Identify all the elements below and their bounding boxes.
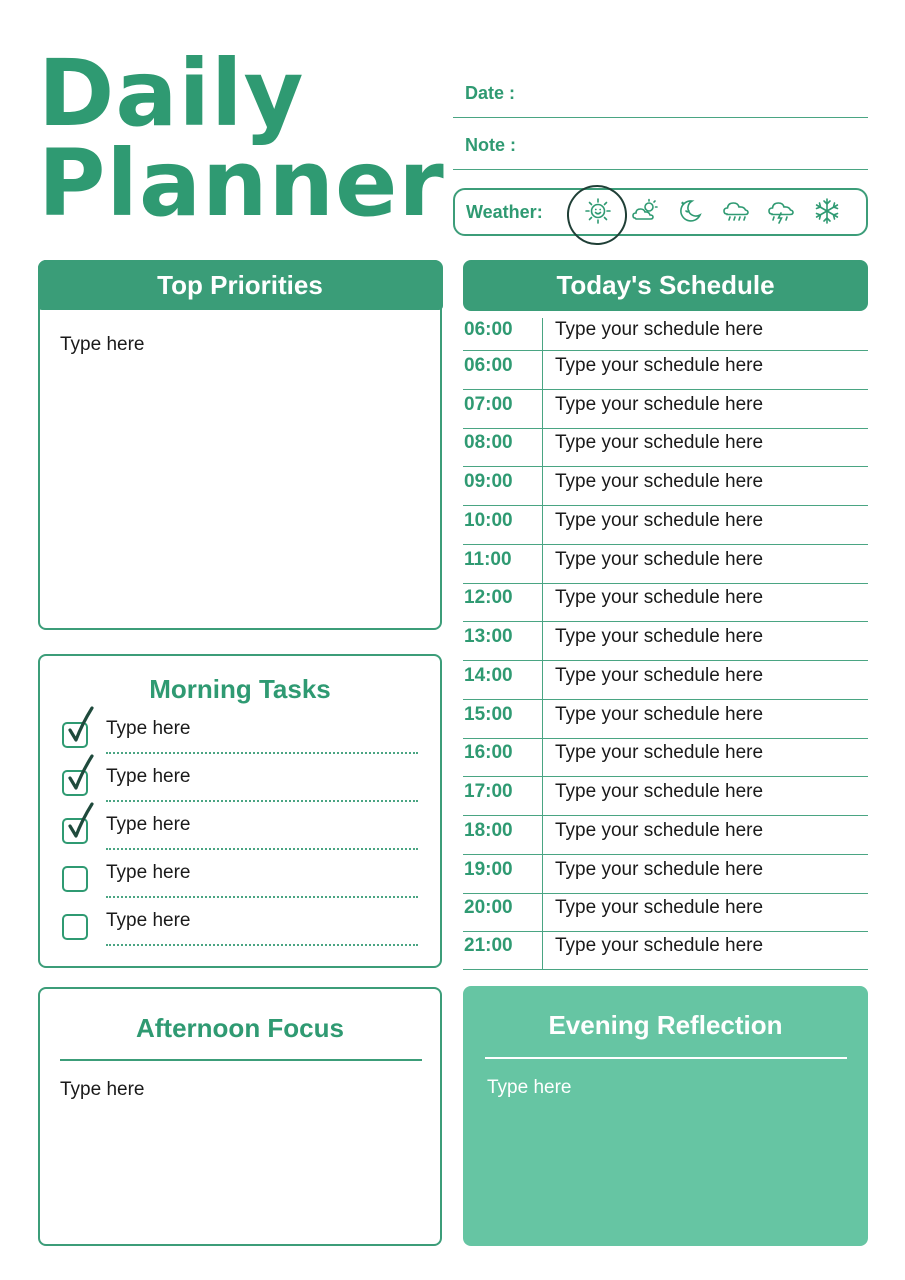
schedule-entry[interactable]: Type your schedule here — [555, 587, 764, 608]
weather-selector — [453, 188, 868, 236]
schedule-time: 21:00 — [464, 935, 513, 956]
morning-task-text[interactable]: Type here — [106, 718, 191, 739]
storm-cloud-icon[interactable] — [766, 196, 796, 226]
schedule-row — [463, 700, 868, 739]
schedule-row — [463, 622, 868, 661]
morning-task-item — [58, 902, 420, 950]
schedule-time: 17:00 — [464, 781, 513, 802]
date-field[interactable] — [453, 67, 868, 118]
morning-tasks-title: Morning Tasks — [149, 674, 331, 704]
schedule-time: 11:00 — [464, 549, 512, 570]
schedule-entry[interactable]: Type your schedule here — [555, 935, 764, 956]
task-dotted-line — [106, 800, 418, 802]
schedule-row — [463, 583, 868, 622]
schedule-time: 06:00 — [464, 355, 513, 376]
schedule-row — [463, 318, 868, 351]
schedule-entry[interactable]: Type your schedule here — [555, 704, 764, 725]
morning-task-item — [58, 854, 420, 902]
morning-task-item — [58, 806, 420, 854]
schedule-entry[interactable]: Type your schedule here — [555, 820, 764, 841]
snowflake-icon[interactable] — [812, 196, 842, 226]
schedule-row — [463, 428, 868, 467]
cloudy-sun-icon[interactable] — [630, 196, 660, 226]
sun-icon[interactable] — [583, 196, 613, 226]
schedule-entry[interactable]: Type your schedule here — [555, 859, 764, 880]
priorities-panel — [38, 260, 442, 630]
checkmark-icon — [62, 704, 96, 744]
schedule-time: 13:00 — [464, 626, 513, 647]
schedule-entry[interactable]: Type your schedule here — [555, 549, 764, 570]
schedule-time: 19:00 — [464, 859, 513, 880]
page-title-line1: Daily — [38, 40, 305, 147]
date-label: Date : — [465, 83, 516, 103]
schedule-time: 09:00 — [464, 471, 513, 492]
schedule-time: 08:00 — [464, 432, 513, 453]
schedule-entry[interactable]: Type your schedule here — [555, 742, 764, 763]
schedule-entry[interactable]: Type your schedule here — [555, 471, 764, 492]
schedule-row — [463, 816, 868, 855]
schedule-time: 20:00 — [464, 897, 513, 918]
schedule-entry[interactable]: Type your schedule here — [555, 897, 764, 918]
task-dotted-line — [106, 752, 418, 754]
schedule-time: 16:00 — [464, 742, 513, 763]
checkbox[interactable] — [62, 866, 88, 892]
schedule-entry[interactable]: Type your schedule here — [555, 510, 764, 531]
morning-task-text[interactable]: Type here — [106, 910, 191, 931]
schedule-entry[interactable]: Type your schedule here — [555, 665, 764, 686]
note-field[interactable] — [453, 119, 868, 170]
schedule-row — [463, 390, 868, 429]
schedule-time: 15:00 — [464, 704, 513, 725]
checkmark-icon — [62, 800, 96, 840]
schedule-row — [463, 855, 868, 894]
schedule-row — [463, 506, 868, 545]
rain-cloud-icon[interactable] — [721, 196, 751, 226]
note-label: Note : — [465, 135, 516, 155]
schedule-row — [463, 351, 868, 390]
schedule-entry[interactable]: Type your schedule here — [555, 781, 764, 802]
morning-task-text[interactable]: Type here — [106, 862, 191, 883]
weather-label: Weather: — [466, 202, 543, 222]
evening-reflection-title: Evening Reflection — [548, 1010, 783, 1040]
schedule-row — [463, 545, 868, 584]
schedule-row — [463, 661, 868, 700]
task-dotted-line — [106, 896, 418, 898]
schedule-entry[interactable]: Type your schedule here — [555, 626, 764, 647]
schedule-row — [463, 467, 868, 506]
checkbox[interactable] — [62, 914, 88, 940]
morning-task-text[interactable]: Type here — [106, 766, 191, 787]
morning-task-item — [58, 710, 420, 758]
schedule-time: 06:00 — [464, 319, 513, 340]
schedule-entry[interactable]: Type your schedule here — [555, 319, 764, 340]
schedule-row — [463, 777, 868, 816]
morning-task-item — [58, 758, 420, 806]
afternoon-focus-title: Afternoon Focus — [136, 1013, 344, 1043]
schedule-time: 18:00 — [464, 820, 513, 841]
schedule-entry[interactable]: Type your schedule here — [555, 394, 764, 415]
schedule-row — [463, 893, 868, 932]
schedule-time: 07:00 — [464, 394, 513, 415]
schedule-entry[interactable]: Type your schedule here — [555, 432, 764, 453]
evening-reflection-panel — [463, 986, 868, 1246]
schedule-row — [463, 738, 868, 777]
priorities-body[interactable]: Type here — [60, 334, 145, 355]
morning-task-text[interactable]: Type here — [106, 814, 191, 835]
page-title-line2: Planner — [38, 130, 445, 237]
afternoon-divider — [60, 1059, 422, 1061]
afternoon-body[interactable]: Type here — [60, 1079, 145, 1100]
schedule-row — [463, 931, 868, 970]
schedule-time: 12:00 — [464, 587, 513, 608]
task-dotted-line — [106, 944, 418, 946]
priorities-title: Top Priorities — [38, 260, 443, 310]
schedule-time: 10:00 — [464, 510, 513, 531]
evening-body[interactable]: Type here — [487, 1077, 572, 1098]
checkmark-icon — [62, 752, 96, 792]
schedule-entry[interactable]: Type your schedule here — [555, 355, 764, 376]
schedule-time: 14:00 — [464, 665, 513, 686]
evening-divider — [485, 1057, 847, 1059]
schedule-title: Today's Schedule — [463, 260, 868, 311]
task-dotted-line — [106, 848, 418, 850]
afternoon-focus-panel — [38, 987, 442, 1246]
moon-icon[interactable] — [675, 196, 705, 226]
